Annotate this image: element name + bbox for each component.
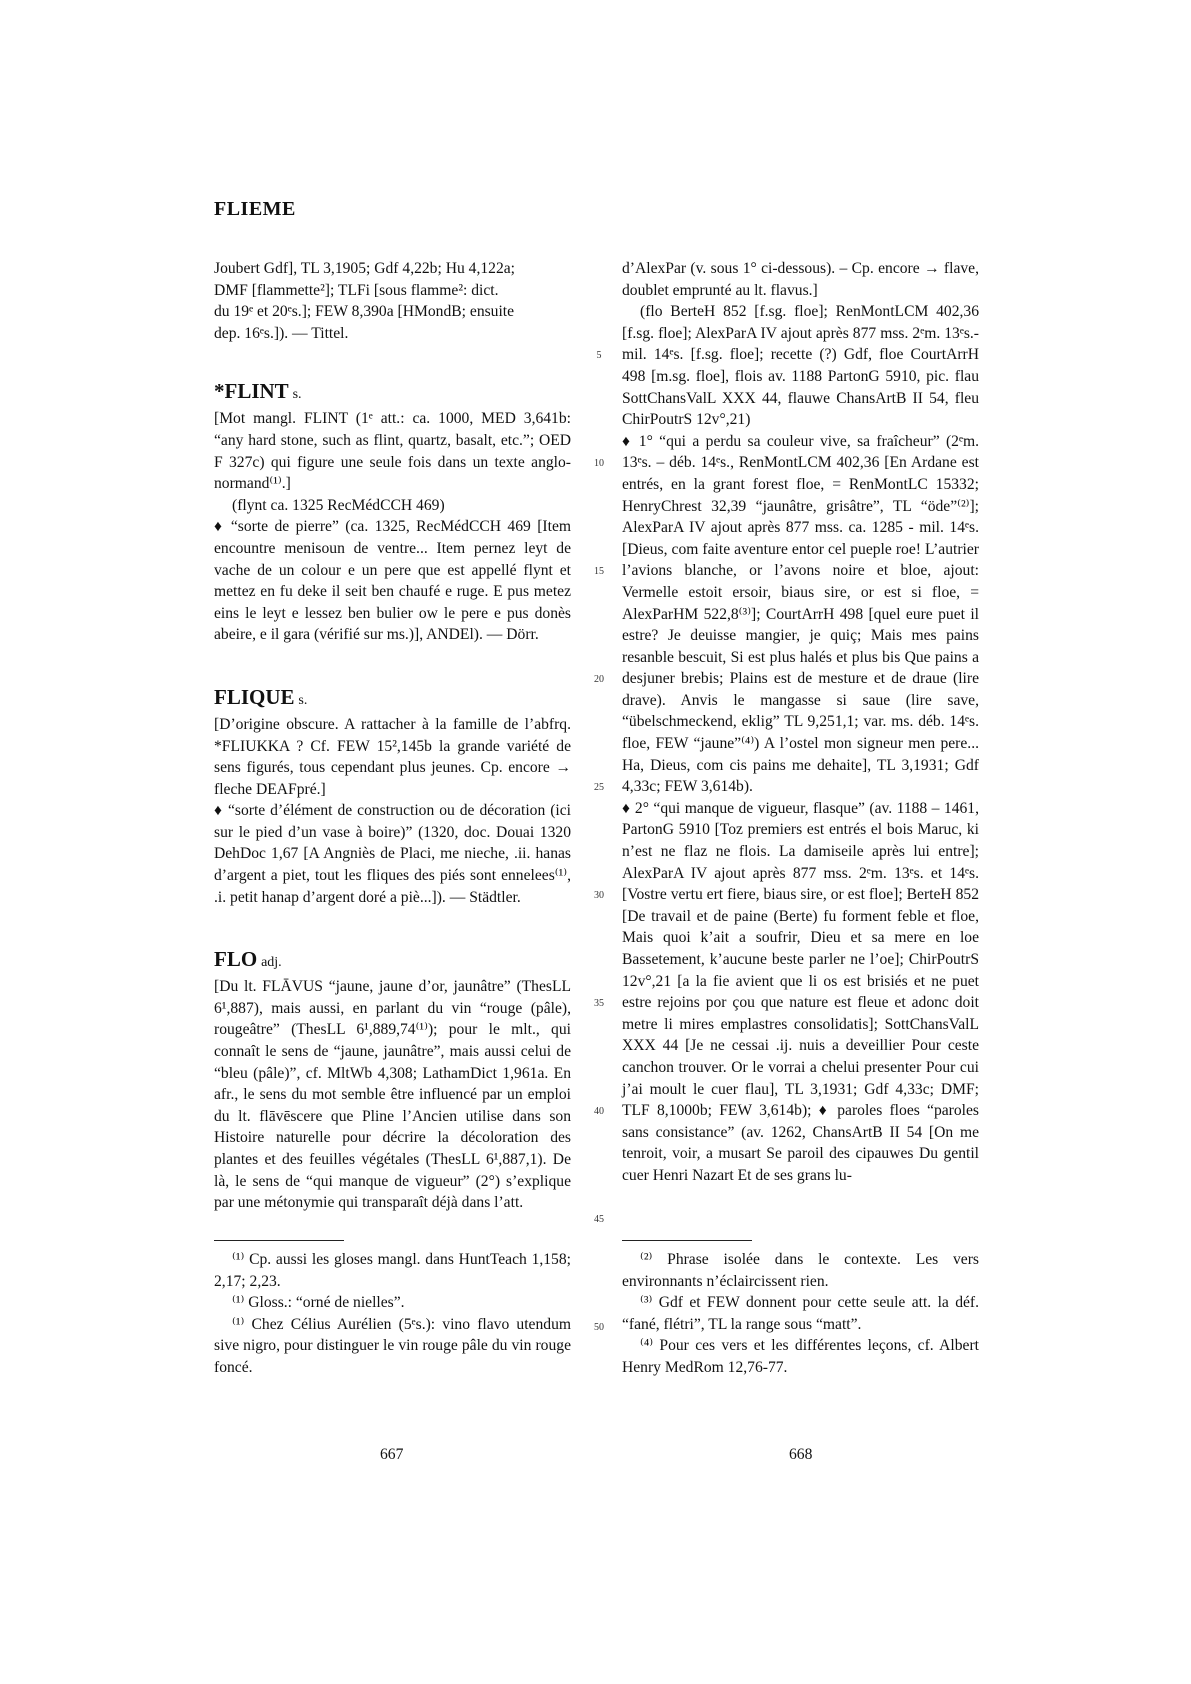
forms: (flo BerteH 852 [f.sg. floe]; RenMontLCM 402,36 [f.sg. floe]; AlexParA IV ajout après 877 mss. 2ᵉm. 13ᵉs.-mil. 14ᵉs. [f.sg. floe]; recette (?) Gdf, floe CourtArrH 498 [m.sg. floe], flois av. 1188 PartonG 5910, pic. flau SottChansValL XXX 44, flauwe ChansArtB II 54, fleu ChirPoutrS 12v°,21) [622, 303, 979, 429]
left-column [214, 258, 571, 1214]
footnote: ⁽²⁾ Phrase isolée dans le contexte. Les vers environnants n’éclaircissent rien. [622, 1251, 979, 1290]
left-footnotes [214, 1228, 571, 1379]
headword: FLO [214, 947, 258, 972]
line-number: 30 [594, 890, 604, 901]
page-number: 668 [789, 1446, 813, 1463]
line-number: 20 [594, 674, 604, 685]
running-header: FLIEME [214, 198, 296, 220]
etymology-end: d’AlexPar (v. sous 1° ci-dessous). – Cp. encore → flave, doublet emprunté au lt. flavus.] [622, 260, 979, 299]
sense-2: ♦ 2° “qui manque de vigueur, flasque” (av. 1188 – 1461, PartonG 5910 [Toz premiers est entrés el bois Maruc, ki n’est ne flaz ne flois. La damiseile après lui entre]; AlexParA IV ajout après 877 mss. 2ᵉm. 13ᵉs. et 14ᵉs. [Vostre vertu ert fiere, biaus sire, or est floe]; BerteH 852 [De travail et de paine (Berte) fu forment feble et floe, Mais quoi k’ait a soufrir, Dieu et sa mere en loe Bassetement, k’aucune beste parler ne l’oe]; ChirPoutrS 12v°,21 [a la fie avient que li os est brisiés et ne puet estre rejoins por çou que nature est fleue et adonc doit metre li mires emplastres consolidatis]; SottChansValL XXX 44 [Je ne cessai .ij. nuis a deveillier Pour ceste canchon trouver. Or le vorrai a chelui presenter Pour cui j’ai moult le cuer flau], TL 3,1931; Gdf 4,33c; DMF; TLF 8,1000b; FEW 3,614b); ♦ paroles floes “paroles sans consistance” (av. 1262, ChansArtB II 54 [On me tenroit, voir, a musart Se paroil des cipauwes Du gentil cuer Henri Nazart Et de ses grans lu- [622, 799, 979, 1184]
entry-heading-flint [214, 378, 571, 408]
sense: ♦ “sorte de pierre” (ca. 1325, RecMédCCH 469 [Item encountre menisoun de ventre... Item pernez leyt de vache de un colour e un pere que est appellé flynt et mettez en fu deke il seit ben chaufé e ruge. E pus metez eins le leyt e lessez ben bulier ow le pere e pus donès abeire, e il gara (vérifié sur ms.)], ANDEl). — Dörr. [214, 518, 571, 644]
line-number: 5 [596, 350, 602, 361]
line-number: 50 [594, 1322, 604, 1333]
footnote: ⁽⁴⁾ Pour ces vers et les différentes leçons, cf. Albert Henry MedRom 12,76-77. [622, 1337, 979, 1376]
footnote: ⁽³⁾ Gdf et FEW donnent pour cette seule att. la déf. “fané, flétri”, TL la range sous “matt”. [622, 1294, 979, 1333]
etymology: [Mot mangl. FLINT (1ᵉ att.: ca. 1000, MED 3,641b: “any hard stone, such as flint, quartz, basalt, etc.”; OED F 327c) qui figure une seule fois dans un texte anglo-normand⁽¹⁾.] [214, 410, 571, 493]
headword: FLIQUE [214, 684, 295, 709]
part-of-speech: s. [292, 387, 302, 403]
footnote: ⁽¹⁾ Chez Célius Aurélien (5ᵉs.): vino flavo utendum sive nigro, pour distinguer le vin rouge pâle du vin rouge foncé. [214, 1315, 571, 1376]
continuation-line: du 19ᵉ et 20ᵉs.]; FEW 8,390a [HMondB; ensuite [214, 303, 515, 321]
line-number: 10 [594, 458, 604, 469]
right-column [622, 258, 979, 1187]
part-of-speech: adj. [261, 955, 282, 971]
line-number: 40 [594, 1106, 604, 1117]
etymology: [D’origine obscure. A rattacher à la famille de l’abfrq. *FLIUKKA ? Cf. FEW 15²,145b la grande variété de sens figurés, tous cependant plus jeunes. Cp. encore → fleche DEAFpré.] [214, 715, 571, 798]
right-footnotes [622, 1228, 979, 1379]
footnote: ⁽¹⁾ Cp. aussi les gloses mangl. dans HuntTeach 1,158; 2,17; 2,23. [214, 1251, 571, 1290]
footnote-rule [622, 1240, 752, 1241]
etymology: [Du lt. FLĀVUS “jaune, jaune d’or, jaunâtre” (ThesLL 6¹,887), mais aussi, en parlant du vin “rouge (pâle), rougeâtre” (ThesLL 6¹,889,74⁽¹⁾); pour le mlt., qui connaît le sens de “jaune, jaunâtre”, mais aussi celui de “bleu (pâle)”, cf. MltWb 4,308; LathamDict 1,961a. En afr., le sens du mot semble être influencé par un emploi du lt. flāvēscere que Pline l’Ancien utilise dans son Histoire naturelle pour décrire la décoloration des plantes et des feuilles végétales (ThesLL 6¹,887,1). De là, le sens de “qui manque de vigueur” (2°) s’explique par une métonymie qui transparaît déjà dans l’att. [214, 978, 571, 1212]
forms: (flynt ca. 1325 RecMédCCH 469) [232, 496, 445, 514]
part-of-speech: s. [298, 692, 308, 708]
footnote-rule [214, 1240, 344, 1241]
sense: ♦ “sorte d’élément de construction ou de décoration (ici sur le pied d’un vase à boire)” (1320, doc. Douai 1320 DehDoc 1,67 [A Angniès de Placi, me nieche, .ii. hanas d’argent a piet, tout les fliques des piés sont ennelees⁽¹⁾, .i. petit hanap d’argent doré a piè...]). — Städtler. [214, 802, 571, 906]
continuation-line: DMF [flammette²]; TLFi [sous flamme²: dict. [214, 281, 499, 299]
line-number: 25 [594, 782, 604, 793]
line-number: 15 [594, 566, 604, 577]
entry-heading-flique [214, 684, 571, 714]
line-number: 45 [594, 1214, 604, 1225]
continuation-line: Joubert Gdf], TL 3,1905; Gdf 4,22b; Hu 4,122a; [214, 260, 516, 277]
headword: *FLINT [214, 379, 289, 404]
footnote: ⁽¹⁾ Gloss.: “orné de nielles”. [232, 1294, 405, 1312]
page-number: 667 [380, 1446, 404, 1463]
entry-heading-flo [214, 946, 571, 976]
sense-1: ♦ 1° “qui a perdu sa couleur vive, sa fraîcheur” (2ᵉm. 13ᵉs. – déb. 14ᵉs., RenMontLCM 402,36 [En Ardane est entrés, en la grant forest floe, = RenMontLC 15332; HenryChrest 32,39 “jaunâtre, grisâtre”, TL “öde”⁽²⁾]; AlexParA IV ajout après 877 mss. ca. 1285 - mil. 14ᵉs. [Dieus, com faite aventure entor cel pueple roe! L’autrier l’avions blanche, or l’avons noire et bloe, ajout: Vermelle estoit ersoir, biaus sire, or est si floe, = AlexParHM 522,8⁽³⁾]; CourtArrH 498 [quel eure puet il estre? Je deuisse mangier, je quiç; Mais mes pains resanble bescuit, Si est plus halés et plus bis Que pains a desjuner brebis; Plains est de mesture et de draue (lire drave). Anvis le mangasse si saue (lire save, “übelschmeckend, eklig” TL 9,251,1; var. ms. déb. 14ᵉs. floe, FEW “jaune”⁽⁴⁾) A l’ostel mon signeur men pere... Ha, Dieus, com cis pains me dehaite], TL 3,1931; Gdf 4,33c; FEW 3,614b). [622, 432, 979, 796]
continuation-line: dep. 16ᵉs.]). — Tittel. [214, 324, 349, 342]
line-number: 35 [594, 998, 604, 1009]
